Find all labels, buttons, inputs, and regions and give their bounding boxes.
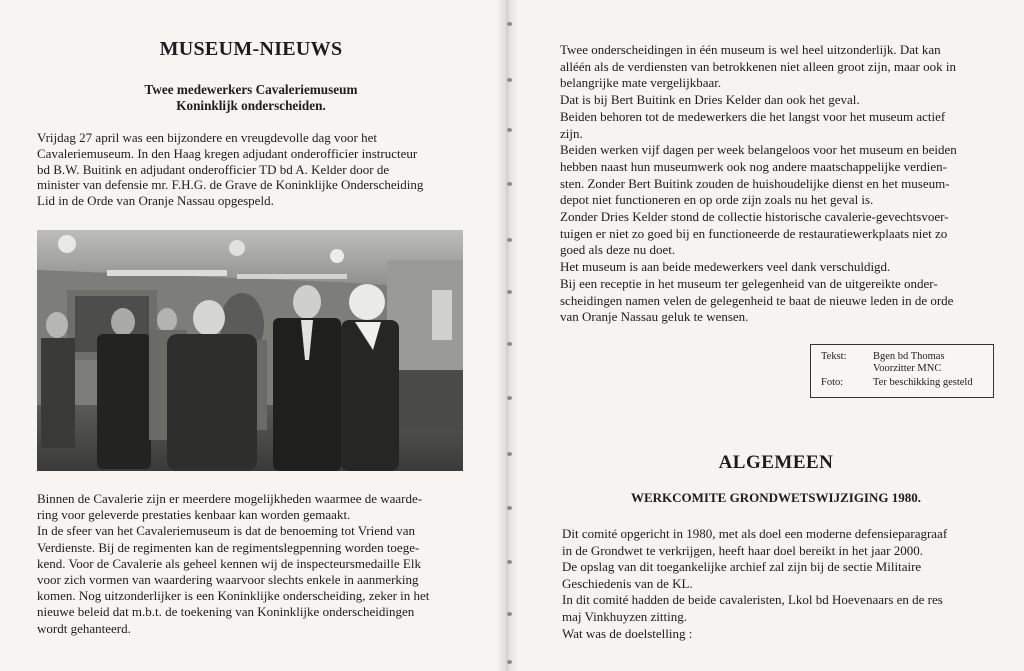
text-line: sten. Zonder Bert Buitink zouden de huishoudelijke dienst en het museum-: [560, 175, 950, 191]
page-title: MUSEUM-NIEUWS: [159, 38, 343, 60]
body-paragraph: [37, 491, 467, 637]
credits-tekst-value: Voorzitter MNC: [873, 363, 942, 374]
credits-tekst-label: Tekst:: [821, 351, 847, 362]
text-line: nieuwe beleid dat m.b.t. de toekening van Koninklijke onderscheidingen: [37, 604, 415, 620]
text-line: zijn.: [560, 125, 583, 141]
text-line: ring voor geleverde prestaties kenbaar kan worden gemaakt.: [37, 507, 351, 523]
section-title: ALGEMEEN: [718, 452, 834, 473]
text-line: kend. Voor de Cavalerie als geheel kennen wij de inspecteursmedaille Elk: [37, 555, 421, 571]
text-line: Lid in de Orde van Oranje Nassau opgespeld.: [37, 193, 274, 209]
text-line: scheidingen namen velen de gelegenheid te baat de nieuwe leden in de orde: [560, 292, 954, 308]
text-line: Dit comité opgericht in 1980, met als doel een moderne defensieparagraaf: [562, 526, 948, 541]
text-line: belangrijke mate vergelijkbaar.: [560, 75, 722, 91]
text-line: hebben naast hun museumwerk ook nog andere maatschappelijke verdien-: [560, 158, 947, 174]
text-line: Zonder Dries Kelder stond de collectie historische cavalerie-gevechtsvoer-: [560, 209, 949, 225]
text-line: Het museum is aan beide medewerkers veel dank verschuldigd.: [560, 259, 891, 275]
text-line: Beiden werken vijf dagen per week belangeloos voor het museum en beiden: [560, 142, 957, 158]
text-line: Dat is bij Bert Buitink en Dries Kelder dan ook het geval.: [560, 92, 860, 108]
subtitle-line: Twee medewerkers Cavaleriemuseum: [144, 82, 358, 97]
credits-box: [810, 344, 994, 398]
text-line: wordt gehanteerd.: [37, 620, 131, 636]
left-page: [0, 0, 506, 671]
text-line: van Oranje Nassau geluk te wensen.: [560, 309, 749, 325]
subtitle-line: Koninklijk onderscheiden.: [176, 98, 326, 113]
text-line: alléén als de verdiensten van betrokkenen niet alleen groot zijn, maar ook in: [560, 58, 956, 74]
text-line: Verdienste. Bij de regimenten kan de regimentslegpenning worden toege-: [37, 539, 420, 555]
intro-paragraph: [37, 130, 467, 209]
text-line: Cavaleriemuseum. In den Haag kregen adjudant onderofficier instructeur: [37, 145, 418, 161]
text-line: Beiden behoren tot de medewerkers die het langst voor het museum actief: [560, 108, 946, 124]
section-subtitle: WERKCOMITE GRONDWETSWIJZIGING 1980.: [630, 490, 921, 505]
credits-foto-label: Foto:: [821, 377, 844, 388]
text-line: minister van defensie mr. F.H.G. de Grave de Koninklijke Onderscheiding: [37, 177, 424, 193]
text-line: in de Grondwet te verkrijgen, heeft haar doel bereikt in het jaar 2000.: [562, 542, 923, 558]
text-line: Geschiedenis van de KL.: [562, 575, 693, 591]
credits-tekst-value: Bgen bd Thomas: [873, 351, 945, 362]
ceremony-photo: [37, 230, 463, 471]
text-line: bd B.W. Buitink en adjudant onderofficier TD bd A. Kelder door de: [37, 161, 390, 177]
credits-foto-value: Ter beschikking gesteld: [873, 377, 973, 388]
section-paragraph: [562, 526, 994, 642]
text-line: De opslag van dit toegankelijke archief zal zijn bij de sectie Militaire: [562, 559, 922, 575]
text-line: In dit comité hadden de beide cavaleristen, Lkol bd Hoevenaars en de res: [562, 592, 943, 608]
text-line: tuigen er niet zo goed bij en functioneerde de restauratiewerkplaats niet zo: [560, 225, 948, 241]
text-line: depot niet functioneren en op orde zijn zoals nu het geval is.: [560, 192, 874, 208]
right-body-paragraph: [560, 42, 992, 326]
text-line: Vrijdag 27 april was een bijzondere en vreugdevolle dag voor het: [37, 130, 377, 145]
text-line: goed als deze nu doet.: [560, 242, 676, 258]
text-line: maj Vinkhuyzen zitting.: [562, 608, 687, 624]
text-line: Twee onderscheidingen in één museum is wel heel uitzonderlijk. Dat kan: [560, 42, 941, 57]
book-gutter: [496, 0, 518, 671]
text-line: Binnen de Cavalerie zijn er meerdere mogelijkheden waarmee de waarde-: [37, 491, 423, 506]
text-line: komen. Nog uitzonderlijker is een Koninklijke onderscheiding, zeker in het: [37, 588, 430, 604]
text-line: voor zich vormen van waardering waarvoor slechts enkele in aanmerking: [37, 572, 419, 588]
text-line: Wat was de doelstelling :: [562, 625, 693, 641]
article-subtitle: [36, 82, 466, 114]
text-line: Bij een receptie in het museum ter gelegenheid van de uitgereikte onder-: [560, 275, 938, 291]
text-line: In de sfeer van het Cavaleriemuseum is dat de benoeming tot Vriend van: [37, 523, 416, 539]
